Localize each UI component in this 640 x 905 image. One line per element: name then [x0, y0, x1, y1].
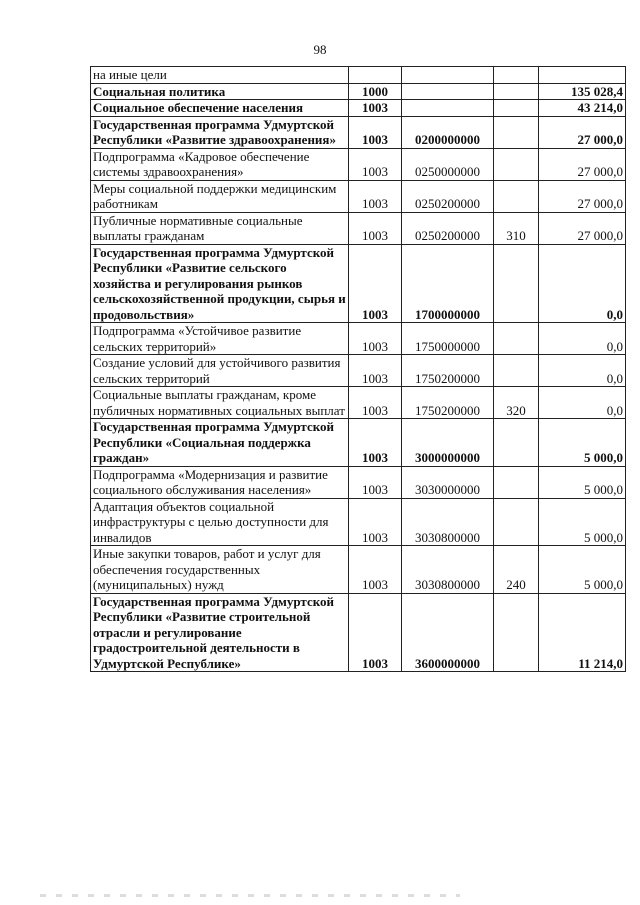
row-amount: 0,0	[539, 323, 626, 355]
row-target-article: 0250200000	[402, 212, 494, 244]
row-name: Социальное обеспечение населения	[91, 100, 349, 117]
row-target-article: 0200000000	[402, 116, 494, 148]
row-section-code	[349, 67, 402, 84]
row-amount	[539, 67, 626, 84]
row-section-code: 1003	[349, 419, 402, 467]
row-amount: 0,0	[539, 387, 626, 419]
row-amount: 0,0	[539, 244, 626, 323]
row-amount: 5 000,0	[539, 419, 626, 467]
row-section-code: 1003	[349, 355, 402, 387]
row-amount: 5 000,0	[539, 546, 626, 594]
row-target-article: 1750000000	[402, 323, 494, 355]
row-expense-type	[494, 148, 539, 180]
row-section-code: 1003	[349, 323, 402, 355]
table-row	[91, 323, 626, 355]
table-row	[91, 148, 626, 180]
row-name: Меры социальной поддержки медицинским работникам	[91, 180, 349, 212]
table-row	[91, 546, 626, 594]
row-section-code: 1003	[349, 498, 402, 546]
row-name: Социальные выплаты гражданам, кроме публичных нормативных социальных выплат	[91, 387, 349, 419]
row-target-article: 1750200000	[402, 387, 494, 419]
row-target-article: 1700000000	[402, 244, 494, 323]
row-section-code: 1003	[349, 387, 402, 419]
row-name: Создание условий для устойчивого развития сельских территорий	[91, 355, 349, 387]
row-target-article: 0250200000	[402, 180, 494, 212]
row-name: Подпрограмма «Модернизация и развитие социального обслуживания населения»	[91, 466, 349, 498]
table-row	[91, 466, 626, 498]
row-section-code: 1003	[349, 593, 402, 672]
row-name: Государственная программа Удмуртской Республики «Развитие здравоохранения»	[91, 116, 349, 148]
row-name: Публичные нормативные социальные выплаты гражданам	[91, 212, 349, 244]
row-name: Подпрограмма «Кадровое обеспечение системы здравоохранения»	[91, 148, 349, 180]
row-name: на иные цели	[91, 67, 349, 84]
row-target-article: 3030000000	[402, 466, 494, 498]
row-expense-type	[494, 355, 539, 387]
row-expense-type	[494, 419, 539, 467]
row-name: Государственная программа Удмуртской Республики «Развитие строительной отрасли и регулирование градостроительной деятельности в Удмуртской Республике»	[91, 593, 349, 672]
row-expense-type	[494, 83, 539, 100]
table-row	[91, 387, 626, 419]
row-expense-type	[494, 466, 539, 498]
table-row	[91, 244, 626, 323]
row-section-code: 1003	[349, 546, 402, 594]
row-name: Социальная политика	[91, 83, 349, 100]
table-row	[91, 498, 626, 546]
row-amount: 135 028,4	[539, 83, 626, 100]
row-target-article: 3030800000	[402, 498, 494, 546]
row-name: Государственная программа Удмуртской Республики «Социальная поддержка граждан»	[91, 419, 349, 467]
table-row	[91, 593, 626, 672]
table-row	[91, 180, 626, 212]
row-target-article: 1750200000	[402, 355, 494, 387]
row-expense-type	[494, 116, 539, 148]
table-row	[91, 67, 626, 84]
row-expense-type: 240	[494, 546, 539, 594]
row-target-article: 3000000000	[402, 419, 494, 467]
row-amount: 11 214,0	[539, 593, 626, 672]
budget-table	[90, 66, 626, 672]
row-expense-type: 320	[494, 387, 539, 419]
row-target-article: 0250000000	[402, 148, 494, 180]
table-row	[91, 419, 626, 467]
row-amount: 27 000,0	[539, 212, 626, 244]
table-row	[91, 116, 626, 148]
row-name: Иные закупки товаров, работ и услуг для обеспечения государственных (муниципальных) нужд	[91, 546, 349, 594]
row-target-article: 3600000000	[402, 593, 494, 672]
row-section-code: 1003	[349, 212, 402, 244]
row-target-article: 3030800000	[402, 546, 494, 594]
row-amount: 27 000,0	[539, 148, 626, 180]
row-amount: 27 000,0	[539, 180, 626, 212]
row-expense-type	[494, 100, 539, 117]
table-row	[91, 212, 626, 244]
row-expense-type	[494, 498, 539, 546]
row-target-article	[402, 83, 494, 100]
row-expense-type	[494, 593, 539, 672]
row-name: Государственная программа Удмуртской Республики «Развитие сельского хозяйства и регулирования рынков сельскохозяйственной продукции, сырья и продовольствия»	[91, 244, 349, 323]
row-expense-type	[494, 323, 539, 355]
table-row	[91, 355, 626, 387]
row-amount: 43 214,0	[539, 100, 626, 117]
table-row	[91, 100, 626, 117]
table-body	[91, 67, 626, 672]
row-expense-type	[494, 67, 539, 84]
scan-artifact	[40, 894, 460, 897]
row-amount: 0,0	[539, 355, 626, 387]
table-row	[91, 83, 626, 100]
row-section-code: 1003	[349, 148, 402, 180]
row-amount: 27 000,0	[539, 116, 626, 148]
page-number: 98	[313, 42, 327, 57]
row-section-code: 1003	[349, 466, 402, 498]
row-section-code: 1003	[349, 180, 402, 212]
row-expense-type	[494, 180, 539, 212]
row-expense-type	[494, 244, 539, 323]
row-section-code: 1003	[349, 116, 402, 148]
row-name: Адаптация объектов социальной инфраструктуры с целью доступности для инвалидов	[91, 498, 349, 546]
row-target-article	[402, 100, 494, 117]
row-expense-type: 310	[494, 212, 539, 244]
row-target-article	[402, 67, 494, 84]
row-name: Подпрограмма «Устойчивое развитие сельских территорий»	[91, 323, 349, 355]
row-amount: 5 000,0	[539, 466, 626, 498]
row-amount: 5 000,0	[539, 498, 626, 546]
row-section-code: 1003	[349, 100, 402, 117]
row-section-code: 1003	[349, 244, 402, 323]
row-section-code: 1000	[349, 83, 402, 100]
